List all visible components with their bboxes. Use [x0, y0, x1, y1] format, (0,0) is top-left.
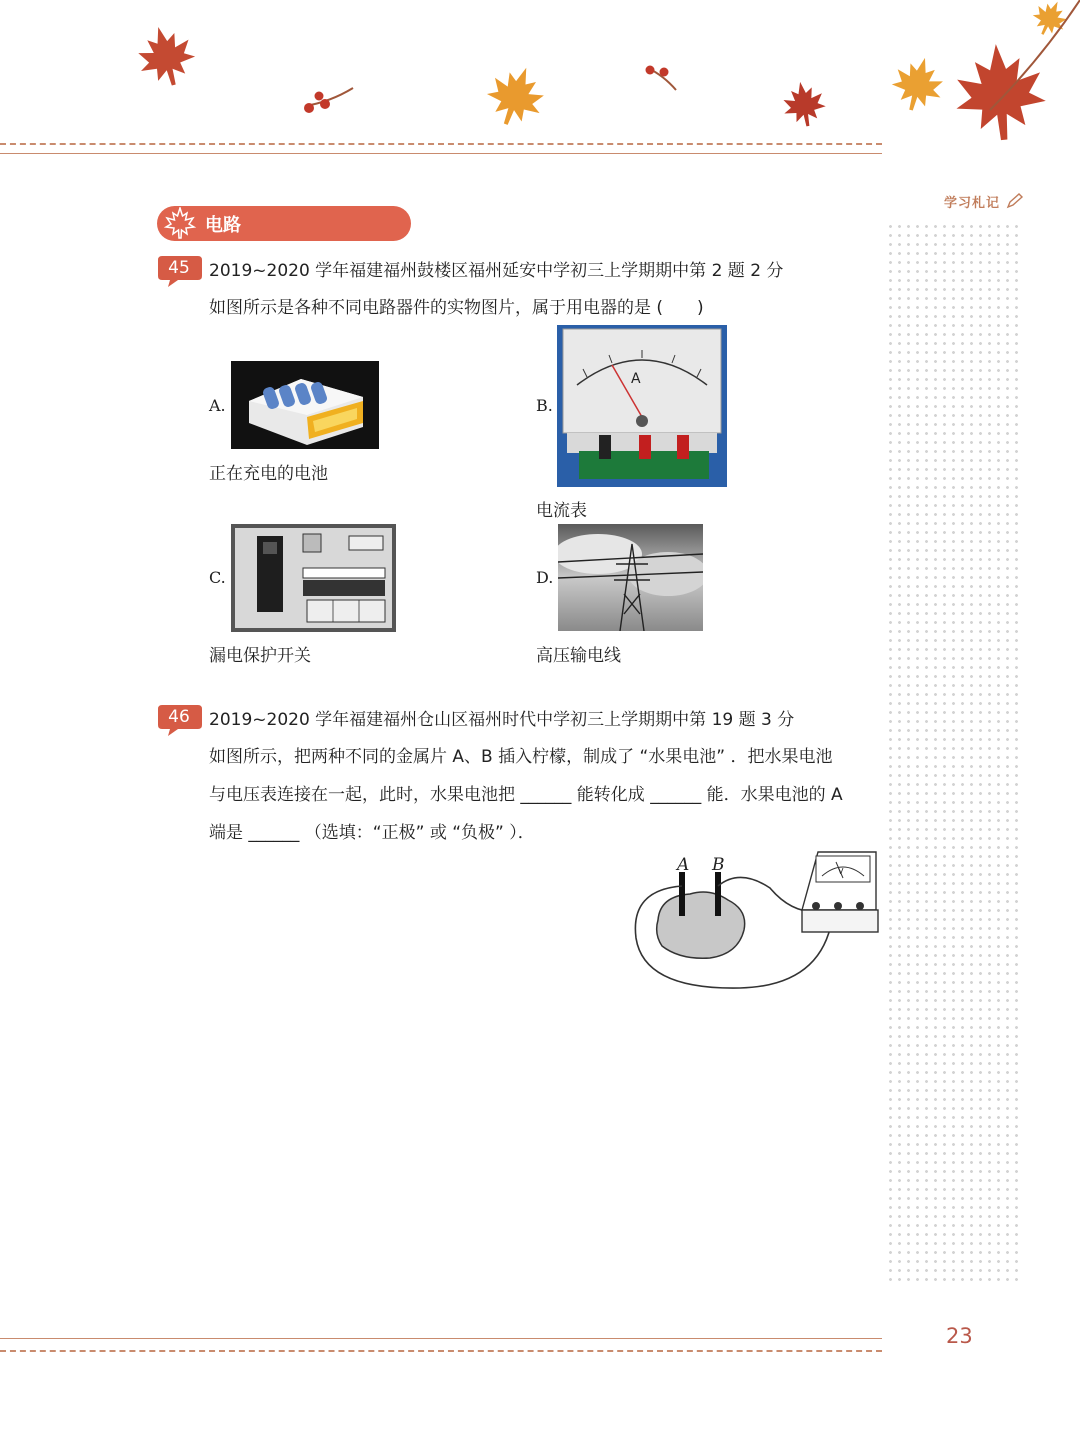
- option-caption: 电流表: [536, 501, 587, 521]
- question-stem: 如图所示是各种不同电路器件的实物图片，属于用电器的是 ( ): [209, 298, 704, 318]
- ammeter-icon: [557, 325, 727, 487]
- notes-label: 学习札记: [944, 192, 1024, 211]
- option-letter: A.: [209, 396, 226, 415]
- section-title: 电路: [205, 215, 241, 236]
- footer-rule: [0, 1338, 882, 1339]
- question-text-line: 端是 ______ （选填：“正极” 或 “负极” ）．: [209, 823, 535, 843]
- maple-leaf-icon: [951, 40, 1049, 143]
- option-caption: 正在充电的电池: [209, 464, 328, 484]
- question-source: 2019~2020 学年福建福州仓山区福州时代中学初三上学期期中第 19 题 3 分: [209, 710, 795, 730]
- question-text-line: 如图所示，把两种不同的金属片 A、B 插入柠檬，制成了 “水果电池” ．把水果电池: [209, 747, 833, 767]
- fruit-battery-figure: [630, 850, 882, 996]
- header-rule: [0, 153, 882, 154]
- lemon-shape: [657, 892, 745, 958]
- option-letter: C.: [209, 568, 226, 587]
- question-number-badge: 46: [158, 703, 204, 737]
- pencil-icon: [1006, 193, 1024, 209]
- battery-charger-icon: [231, 361, 379, 449]
- option-caption: 漏电保护开关: [209, 646, 311, 666]
- berry-branch-icon: [646, 66, 677, 91]
- maple-leaf-icon: [479, 58, 552, 134]
- option-letter: B.: [536, 396, 553, 415]
- maple-leaf-icon: [887, 51, 950, 116]
- question-source: 2019~2020 学年福建福州鼓楼区福州延安中学初三上学期期中第 2 题 2 分: [209, 261, 784, 281]
- metal-plate-b: [715, 872, 721, 916]
- page-number: 23: [946, 1324, 973, 1348]
- maple-leaf-icon: [131, 20, 201, 92]
- footer-rule-dashed: [0, 1350, 882, 1352]
- notes-dot-grid: [886, 222, 1022, 1286]
- header-rule-dashed: [0, 143, 882, 145]
- label-a: A: [677, 855, 690, 875]
- maple-leaf-icon: [779, 78, 828, 130]
- option-caption: 高压输电线: [536, 646, 621, 666]
- maple-leaf-icon: [163, 207, 197, 239]
- option-letter: D.: [536, 568, 554, 587]
- svg-text:V: V: [838, 867, 844, 876]
- section-banner: [157, 206, 411, 241]
- power-tower-icon: [558, 524, 703, 631]
- svg-text:A: A: [631, 371, 641, 387]
- berry-branch-icon: [304, 88, 353, 113]
- question-text-line: 与电压表连接在一起，此时，水果电池把 ______ 能转化成 ______ 能．水果电池的 A: [209, 785, 843, 805]
- question-number-badge: 45: [158, 254, 204, 288]
- metal-plate-a: [679, 872, 685, 916]
- label-b: B: [712, 855, 725, 875]
- leakage-switch-icon: [231, 524, 396, 632]
- voltmeter-icon: [802, 852, 878, 932]
